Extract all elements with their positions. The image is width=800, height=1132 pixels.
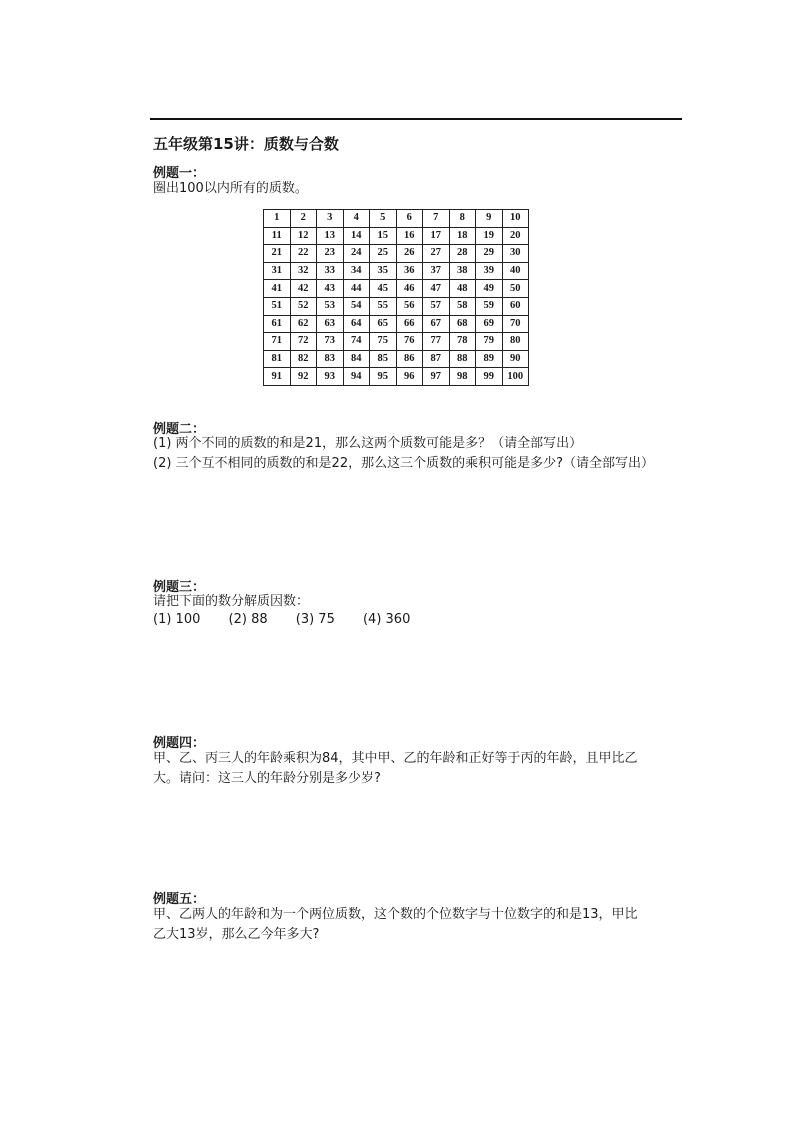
example4-heading: 例题四：: [153, 736, 206, 751]
grid-cell: 70: [502, 315, 529, 333]
grid-cell: 84: [343, 350, 370, 368]
grid-cell: 64: [343, 315, 370, 333]
grid-cell: 90: [502, 350, 529, 368]
grid-cell: 72: [290, 333, 317, 351]
factor-item: (3) 75: [295, 612, 335, 627]
grid-cell: 73: [317, 333, 344, 351]
grid-cell: 88: [449, 350, 476, 368]
example2-heading: 例题二：: [153, 422, 206, 437]
example3-prompt: 请把下面的数分解质因数：: [153, 594, 310, 609]
grid-cell: 67: [423, 315, 450, 333]
grid-cell: 27: [423, 245, 450, 263]
grid-cell: 14: [343, 227, 370, 245]
grid-cell: 95: [370, 368, 397, 386]
grid-cell: 15: [370, 227, 397, 245]
grid-cell: 100: [502, 368, 529, 386]
grid-cell: 18: [449, 227, 476, 245]
grid-cell: 86: [396, 350, 423, 368]
example2-question-1: (1) 两个不同的质数的和是21，那么这两个质数可能是多？（请全部写出）: [153, 436, 583, 451]
example2-question-2: (2) 三个互不相同的质数的和是22，那么这三个质数的乘积可能是多少?（请全部写出）: [153, 456, 654, 471]
grid-cell: 42: [290, 280, 317, 298]
grid-cell: 11: [264, 227, 291, 245]
grid-cell: 69: [476, 315, 503, 333]
grid-cell: 48: [449, 280, 476, 298]
grid-cell: 87: [423, 350, 450, 368]
grid-cell: 32: [290, 262, 317, 280]
grid-cell: 59: [476, 297, 503, 315]
example5-line-2: 乙大13岁，那么乙今年多大?: [153, 927, 320, 942]
grid-cell: 22: [290, 245, 317, 263]
grid-cell: 55: [370, 297, 397, 315]
factor-item: (4) 360: [362, 612, 411, 627]
grid-cell: 46: [396, 280, 423, 298]
grid-row: [264, 297, 529, 315]
grid-cell: 91: [264, 368, 291, 386]
grid-cell: 8: [449, 210, 476, 228]
grid-cell: 51: [264, 297, 291, 315]
grid-cell: 74: [343, 333, 370, 351]
grid-cell: 2: [290, 210, 317, 228]
grid-cell: 92: [290, 368, 317, 386]
grid-cell: 4: [343, 210, 370, 228]
grid-row: [264, 262, 529, 280]
grid-cell: 6: [396, 210, 423, 228]
grid-cell: 63: [317, 315, 344, 333]
grid-cell: 21: [264, 245, 291, 263]
grid-cell: 25: [370, 245, 397, 263]
grid-row: [264, 227, 529, 245]
grid-cell: 9: [476, 210, 503, 228]
grid-cell: 71: [264, 333, 291, 351]
grid-cell: 80: [502, 333, 529, 351]
page-title: 五年级第15讲：质数与合数: [153, 135, 339, 153]
grid-cell: 39: [476, 262, 503, 280]
grid-cell: 83: [317, 350, 344, 368]
example5-heading: 例题五：: [153, 892, 206, 907]
grid-cell: 78: [449, 333, 476, 351]
factor-items: [153, 612, 434, 627]
grid-cell: 45: [370, 280, 397, 298]
grid-cell: 89: [476, 350, 503, 368]
grid-cell: 7: [423, 210, 450, 228]
grid-cell: 66: [396, 315, 423, 333]
grid-row: [264, 245, 529, 263]
grid-cell: 28: [449, 245, 476, 263]
grid-row: [264, 315, 529, 333]
grid-cell: 37: [423, 262, 450, 280]
grid-cell: 85: [370, 350, 397, 368]
grid-cell: 75: [370, 333, 397, 351]
grid-cell: 17: [423, 227, 450, 245]
grid-cell: 76: [396, 333, 423, 351]
grid-cell: 99: [476, 368, 503, 386]
grid-cell: 20: [502, 227, 529, 245]
grid-cell: 52: [290, 297, 317, 315]
example1-heading: 例题一：: [153, 166, 206, 181]
grid-cell: 19: [476, 227, 503, 245]
grid-cell: 29: [476, 245, 503, 263]
grid-cell: 23: [317, 245, 344, 263]
grid-cell: 44: [343, 280, 370, 298]
grid-cell: 36: [396, 262, 423, 280]
grid-cell: 58: [449, 297, 476, 315]
grid-cell: 57: [423, 297, 450, 315]
grid-cell: 77: [423, 333, 450, 351]
grid-cell: 35: [370, 262, 397, 280]
example4-line-1: 甲、乙、丙三人的年龄乘积为84，其中甲、乙的年龄和正好等于丙的年龄，且甲比乙: [153, 751, 638, 766]
grid-row: [264, 210, 529, 228]
example4-line-2: 大。请问：这三人的年龄分别是多少岁?: [153, 771, 381, 786]
grid-row: [264, 350, 529, 368]
grid-cell: 93: [317, 368, 344, 386]
grid-cell: 5: [370, 210, 397, 228]
grid-cell: 1: [264, 210, 291, 228]
grid-cell: 41: [264, 280, 291, 298]
grid-cell: 13: [317, 227, 344, 245]
grid-cell: 53: [317, 297, 344, 315]
grid-cell: 56: [396, 297, 423, 315]
example5-line-1: 甲、乙两人的年龄和为一个两位质数，这个数的个位数字与十位数字的和是13，甲比: [153, 907, 638, 922]
grid-cell: 10: [502, 210, 529, 228]
example1-prompt: 圈出100以内所有的质数。: [153, 181, 308, 196]
grid-row: [264, 280, 529, 298]
grid-cell: 24: [343, 245, 370, 263]
grid-cell: 26: [396, 245, 423, 263]
grid-cell: 81: [264, 350, 291, 368]
grid-cell: 97: [423, 368, 450, 386]
grid-cell: 54: [343, 297, 370, 315]
grid-cell: 49: [476, 280, 503, 298]
grid-cell: 16: [396, 227, 423, 245]
grid-cell: 65: [370, 315, 397, 333]
grid-cell: 30: [502, 245, 529, 263]
grid-row: [264, 333, 529, 351]
grid-row: [264, 368, 529, 386]
grid-cell: 31: [264, 262, 291, 280]
grid-cell: 60: [502, 297, 529, 315]
top-divider: [150, 118, 682, 120]
grid-cell: 96: [396, 368, 423, 386]
grid-cell: 50: [502, 280, 529, 298]
example3-heading: 例题三：: [153, 580, 206, 595]
factor-item: (2) 88: [228, 612, 268, 627]
number-grid: [263, 209, 529, 386]
grid-cell: 61: [264, 315, 291, 333]
grid-cell: 98: [449, 368, 476, 386]
grid-cell: 94: [343, 368, 370, 386]
grid-cell: 43: [317, 280, 344, 298]
grid-cell: 79: [476, 333, 503, 351]
grid-cell: 82: [290, 350, 317, 368]
factor-item: (1) 100: [153, 612, 201, 627]
grid-cell: 3: [317, 210, 344, 228]
grid-cell: 68: [449, 315, 476, 333]
grid-cell: 62: [290, 315, 317, 333]
grid-cell: 34: [343, 262, 370, 280]
grid-cell: 38: [449, 262, 476, 280]
grid-cell: 40: [502, 262, 529, 280]
grid-cell: 33: [317, 262, 344, 280]
grid-cell: 12: [290, 227, 317, 245]
grid-cell: 47: [423, 280, 450, 298]
